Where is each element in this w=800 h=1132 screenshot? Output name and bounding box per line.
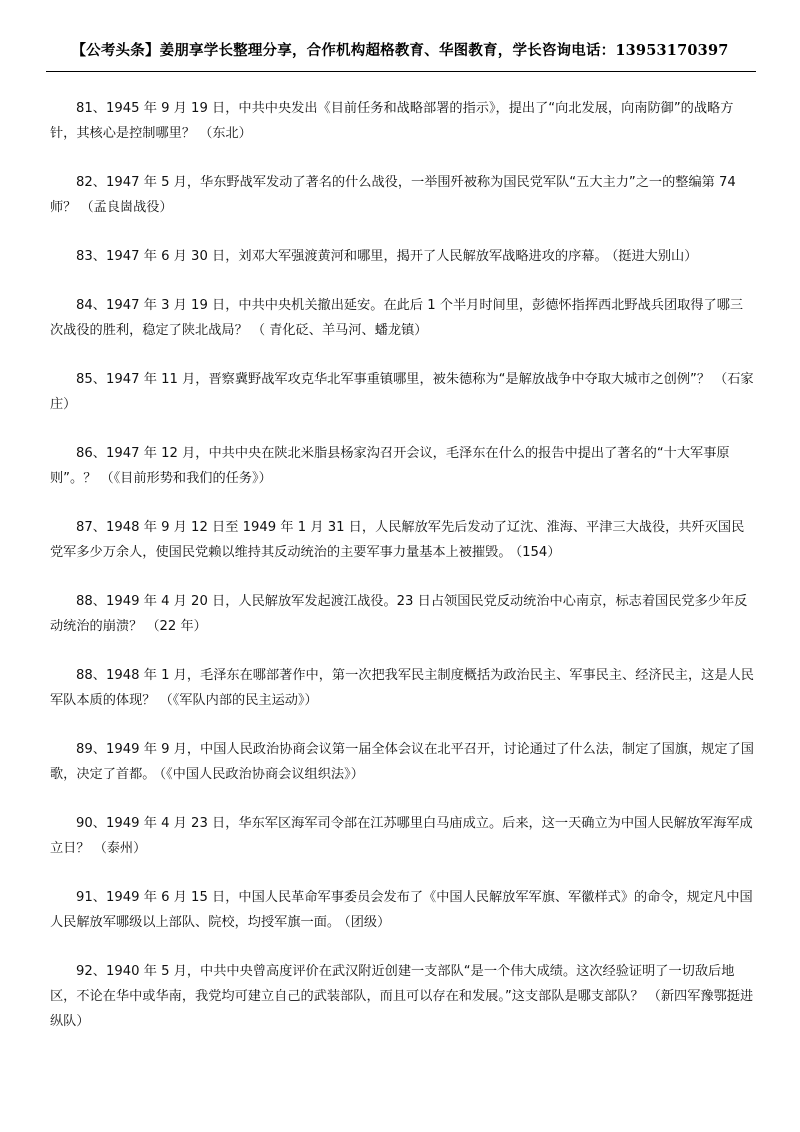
question-item [50,589,754,639]
question-text: 89、1949 年 9 月，中国人民政治协商会议第一届全体会议在北平召开，讨论通过了什么法，制定了国旗，规定了国歌，决定了首都。 [50,742,754,782]
question-text: 88、1948 年 1 月，毛泽东在哪部著作中，第一次把我军民主制度概括为政治民主、军事民主、经济民主，这是人民军队本质的体现？ [50,668,754,708]
question-answer: （ 青化砭、羊马河、蟠龙镇） [251,323,428,338]
page-header [0,40,800,61]
question-item [50,663,754,713]
question-answer: （《军队内部的民主运动》） [159,693,318,708]
question-text: 85、1947 年 11 月，晋察冀野战军攻克华北军事重镇哪里，被朱德称为“是解放战争中夺取大城市之创例”？ [76,372,711,387]
question-text: 81、1945 年 9 月 19 日，中共中央发出《目前任务和战略部署的指示》，提出了“向北发展，向南防御”的战略方针，其核心是控制哪里？ [50,101,734,141]
question-answer: （154） [515,545,561,560]
question-text: 84、1947 年 3 月 19 日，中共中央机关撤出延安。在此后 1 个半月时间里，彭德怀指挥西北野战兵团取得了哪三次战役的胜利，稳定了陕北战局？ [50,298,744,338]
question-item [50,96,754,146]
question-answer: （东北） [199,126,252,141]
question-item [50,515,754,565]
question-answer: （《目前形势和我们的任务》） [100,471,272,486]
question-text: 83、1947 年 6 月 30 日，刘邓大军强渡黄河和哪里，揭开了人民解放军战略进攻的序幕。 [76,249,608,264]
question-text: 82、1947 年 5 月，华东野战军发动了著名的什么战役，一举围歼被称为国民党军队“五大主力”之一的整编第 74 师？ [50,175,736,215]
question-text: 92、1940 年 5 月，中共中央曾高度评价在武汉附近创建一支部队“是一个伟大成绩。这次经验证明了一切敌后地区，不论在华中或华南，我党均可建立自己的武装部队，而且可以存在和发展。”这支部队是哪支部队？ [50,964,735,1004]
question-item [50,811,754,861]
question-text: 91、1949 年 6 月 15 日，中国人民革命军事委员会发布了《中国人民解放军军旗、军徽样式》的命令，规定凡中国人民解放军哪级以上部队、院校，均授军旗一面。 [50,890,753,930]
question-list [50,96,754,1058]
question-item [50,737,754,787]
question-item [50,959,754,1034]
question-item [50,293,754,343]
question-item [50,244,754,269]
question-answer: （孟良崮战役） [80,200,173,215]
question-item [50,885,754,935]
question-answer: （石家庄） [50,372,754,412]
question-text: 86、1947 年 12 月，中共中央在陕北米脂县杨家沟召开会议，毛泽东在什么的报告中提出了著名的“十大军事原则”。？ [50,446,730,486]
question-answer: （《中国人民政治协商会议组织法》） [159,767,364,782]
question-answer: （团级） [344,915,391,930]
question-item [50,441,754,491]
question-item [50,367,754,417]
header-text: 【公考头条】姜朋享学长整理分享，合作机构超格教育、华图教育，学长咨询电话：13953170397 [71,42,729,59]
question-answer: （泰州） [93,841,147,856]
question-answer: （22 年） [146,619,207,634]
question-item [50,170,754,220]
header-divider [46,71,756,72]
question-answer: （挺进大别山） [611,249,698,264]
question-text: 87、1948 年 9 月 12 日至 1949 年 1 月 31 日，人民解放军先后发动了辽沈、淮海、平津三大战役，共歼灭国民党军多少万余人，使国民党赖以维持其反动统治的主要军事力量基本上被摧毁。 [50,520,745,560]
question-answer: （新四军豫鄂挺进纵队） [50,989,754,1029]
question-text: 88、1949 年 4 月 20 日，人民解放军发起渡江战役。23 日占领国民党反动统治中心南京，标志着国民党多少年反动统治的崩溃？ [50,594,748,634]
question-text: 90、1949 年 4 月 23 日，华东军区海军司令部在江苏哪里白马庙成立。后来，这一天确立为中国人民解放军海军成立日？ [50,816,753,856]
